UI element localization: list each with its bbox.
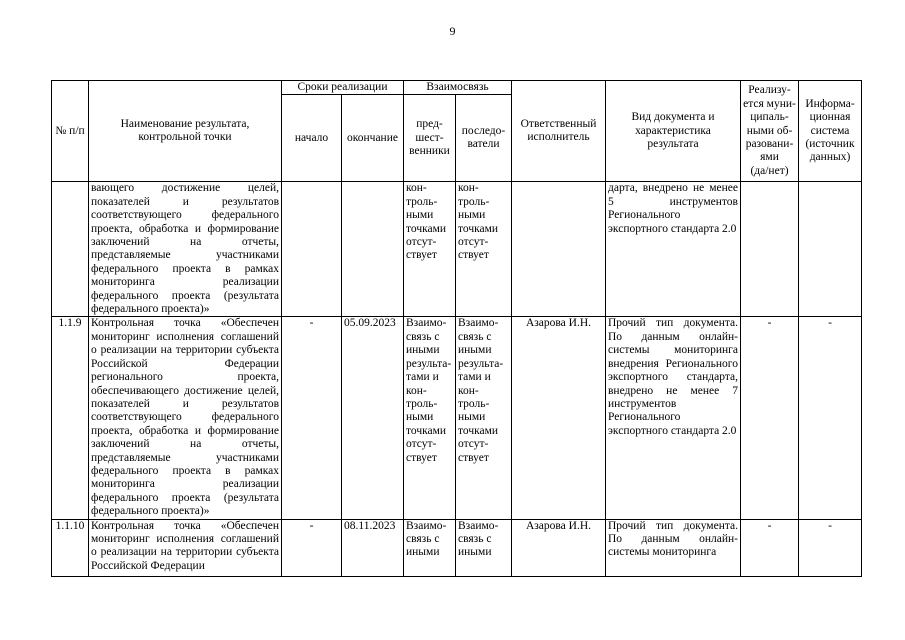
cell-successors: Взаимо- связь с иными [456, 519, 512, 576]
cell-num: 1.1.9 [52, 317, 89, 519]
header-responsible: Ответственный исполнитель [512, 81, 606, 182]
cell-name: Контрольная точка «Обеспечен мониторинг исполнения соглашений о реализации на территории субъекта Российской Федерации [89, 519, 282, 576]
header-municipal: Реализу- ется муни- ципаль- ными об- разовани- ями (да/нет) [741, 81, 799, 182]
cell-doc-type: Прочий тип документа. По данным онлайн-системы мониторинга [606, 519, 741, 576]
table-row [52, 317, 862, 519]
cell-end [342, 182, 404, 317]
cell-municipal [741, 182, 799, 317]
cell-predecessors: Взаимо- связь с иными результа- тами и кон- троль- ными точками отсут- ствует [404, 317, 456, 519]
cell-doc-type: дарта, внедрено не менее 5 инструментов Регионального экспортного стандарта 2.0 [606, 182, 741, 317]
cell-successors: кон- троль- ными точками отсут- ствует [456, 182, 512, 317]
cell-start: - [282, 519, 342, 576]
cell-info-system [799, 182, 862, 317]
cell-end: 05.09.2023 [342, 317, 404, 519]
header-num: № п/п [52, 81, 89, 182]
cell-end: 08.11.2023 [342, 519, 404, 576]
header-successors: последо- ватели [456, 95, 512, 182]
page-number: 9 [449, 24, 456, 38]
cell-predecessors: Взаимо- связь с иными [404, 519, 456, 576]
cell-name: Контрольная точка «Обеспечен мониторинг исполнения соглашений о реализации на территории субъекта Российской Федерации регионального проекта, обеспечивающего достижение целей, показателей и результатов соответствующего федерального проекта, обработка и формирование заключений на отчеты, представляемые участниками федерального проекта в рамках мониторинга реализации федерального проекта (результата федерального проекта)» [89, 317, 282, 519]
cell-municipal: - [741, 317, 799, 519]
header-predecessors: пред- шест- венники [404, 95, 456, 182]
header-relation: Взаимосвязь [404, 81, 512, 95]
cell-info-system: - [799, 317, 862, 519]
cell-predecessors: кон- троль- ными точками отсут- ствует [404, 182, 456, 317]
results-table [51, 80, 862, 577]
cell-start: - [282, 317, 342, 519]
header-info-system: Информа- ционная система (источник данных) [799, 81, 862, 182]
cell-num [52, 182, 89, 317]
cell-num: 1.1.10 [52, 519, 89, 576]
cell-name: вающего достижение целей, показателей и результатов соответствующего федерального проекта, обработка и формирование заключений на отчеты, представляемые участниками федерального проекта в рамках мониторинга реализации федерального проекта (результата федерального проекта)» [89, 182, 282, 317]
table-row [52, 519, 862, 576]
header-end: окончание [342, 95, 404, 182]
header-doc-type: Вид документа и характеристика результата [606, 81, 741, 182]
table-row [52, 182, 862, 317]
cell-responsible: Азарова И.Н. [512, 519, 606, 576]
cell-municipal: - [741, 519, 799, 576]
cell-successors: Взаимо- связь с иными результа- тами и кон- троль- ными точками отсут- ствует [456, 317, 512, 519]
header-name: Наименование результата, контрольной точки [89, 81, 282, 182]
cell-doc-type: Прочий тип документа. По данным онлайн-системы мониторинга внедрения Регионального экспортного стандарта, внедрено не менее 7 инструментов Регионального экспортного стандарта 2.0 [606, 317, 741, 519]
cell-responsible: Азарова И.Н. [512, 317, 606, 519]
cell-info-system: - [799, 519, 862, 576]
cell-responsible [512, 182, 606, 317]
header-start: начало [282, 95, 342, 182]
cell-start [282, 182, 342, 317]
header-terms: Сроки реализации [282, 81, 404, 95]
